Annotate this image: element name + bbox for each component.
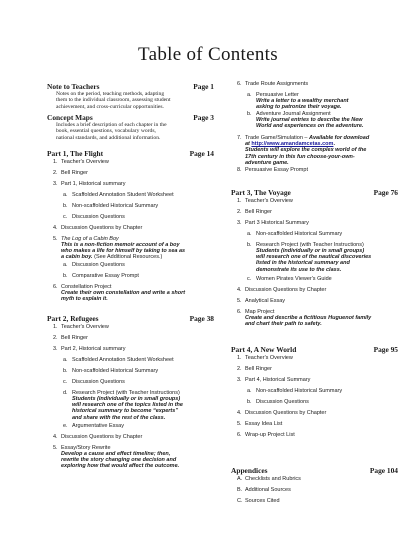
list-item-text: This is a non-fiction memoir account of a boy <box>61 242 180 248</box>
list-item-text: them to the individual classroom, assessing student <box>56 97 171 104</box>
list-item <box>47 368 214 379</box>
list-item-note <box>47 451 214 470</box>
list-item-text: Essay/Story Rewrite <box>61 445 111 451</box>
list-item-text: 6. <box>53 284 58 290</box>
list-item-text: Bell Ringer <box>61 335 88 341</box>
list-item-text: Women Pirates Viewer's Guide <box>256 276 332 282</box>
list-item-text: Bell Ringer <box>61 170 88 176</box>
list-item <box>47 170 214 181</box>
list-item-text: 7. <box>237 135 242 141</box>
section-heading <box>231 466 398 475</box>
list-item <box>47 159 214 170</box>
list-item-text: Part 3, The Voyage <box>231 188 291 197</box>
list-item-text: Adventure Journal Assignment <box>256 111 331 117</box>
page-number: Page 1 <box>193 82 214 91</box>
list-item-text: Develop a cause and effect timeline; then, <box>61 451 171 457</box>
list-item <box>231 298 398 309</box>
list-item <box>47 214 214 225</box>
list-item-text: Discussion Questions <box>72 379 125 385</box>
list-item <box>47 379 214 390</box>
list-item-note <box>231 117 398 135</box>
list-item-text: Write a letter to a wealthy merchant <box>256 98 349 104</box>
list-item-text: Wrap-up Project List <box>245 432 295 438</box>
list-item-text: B. <box>237 487 243 493</box>
list-item-text: Students (individually or in small groups) <box>256 248 365 254</box>
list-item-text: b. <box>247 111 252 117</box>
list-item <box>231 487 398 498</box>
list-item-text: 3. <box>53 346 58 352</box>
list-item-text: 1. <box>53 159 58 165</box>
list-item-text: Part 3 Historical Summary <box>245 220 309 226</box>
list-item-text: 4. <box>53 434 58 440</box>
list-item-text: b. <box>63 203 68 209</box>
list-item-text: Checklists and Rubrics <box>245 476 301 482</box>
list-item-text: Bell Ringer <box>245 366 272 372</box>
section-part-3 <box>231 188 398 327</box>
list-item-text: 5. <box>53 236 58 242</box>
list-item-text: Notes on the period, teaching methods, adapting <box>56 91 165 97</box>
list-item-text: Part 1, The Flight <box>47 149 104 158</box>
list-item <box>47 324 214 335</box>
list-item-text: . <box>333 141 335 148</box>
list-item-text: Argumentative Essay <box>72 423 124 429</box>
list-item <box>231 377 398 388</box>
list-item-text: Teacher's Overview <box>245 198 293 204</box>
list-item-text: a cabin boy. <box>61 254 93 261</box>
list-item-text: 3. <box>237 377 242 383</box>
list-item-text: a. <box>63 192 68 198</box>
list-item-text: rewrite the story changing one decision and <box>61 457 177 464</box>
list-item-text: a. <box>247 92 252 98</box>
list-item-text: 3. <box>237 220 242 226</box>
list-item <box>231 366 398 377</box>
list-item-text: Essay Idea List <box>245 421 283 427</box>
list-item <box>231 287 398 298</box>
list-item-note <box>47 242 214 262</box>
list-item-text: Includes a brief description of each chapter in the <box>56 122 167 128</box>
list-item <box>231 135 398 167</box>
list-item-text: 4. <box>237 287 242 293</box>
list-item-text: Discussion Questions by Chapter <box>245 287 327 293</box>
list-item <box>47 434 214 445</box>
list-item-text: Discussion Questions <box>72 262 125 268</box>
list-item-note <box>231 315 398 327</box>
list-item-text: and share with the rest of the class. <box>72 414 166 421</box>
list-item <box>47 357 214 368</box>
list-item-text: 3. <box>53 181 58 187</box>
list-item-text: Discussion Questions <box>256 399 309 405</box>
list-item-text: Persuasive Letter <box>256 92 299 98</box>
list-item-text: b. <box>247 242 252 248</box>
section-part-2 <box>47 314 214 470</box>
section-heading <box>231 188 398 197</box>
list-item-text: adventure game. <box>245 159 289 166</box>
list-item <box>231 421 398 432</box>
section-description <box>47 91 214 110</box>
section-part-4 <box>231 345 398 438</box>
list-item-text: national standards, and additional information. <box>56 134 161 141</box>
download-link[interactable]: http://www.amandamcetas.com <box>251 141 334 148</box>
list-item-text: Non-scaffolded Historical Summary <box>72 203 159 209</box>
list-item-text: Part 2, Refugees <box>47 314 99 323</box>
list-item-note <box>231 98 398 111</box>
page-number: Page 104 <box>369 466 398 475</box>
list-item-text: Research Project (with Teacher Instructions) <box>72 390 180 396</box>
list-item-text: a. <box>247 388 252 394</box>
list-item-text: Trade Route Assignments <box>245 81 309 87</box>
list-item <box>231 276 398 287</box>
list-item-text: 5. <box>53 445 58 451</box>
list-item <box>231 209 398 220</box>
list-item <box>231 220 398 231</box>
section-part-1 <box>47 149 214 302</box>
list-item-note <box>231 248 398 276</box>
list-item-text: Additional Sources <box>245 487 291 493</box>
list-item-text: Create and describe a fictitious Huguenot family <box>245 315 372 321</box>
list-item-text: b. <box>63 368 68 374</box>
list-item-text: who makes a life for himself by taking to sea as <box>61 248 186 255</box>
list-item <box>231 231 398 242</box>
list-item-text: Part 4, Historical Summary <box>245 377 311 383</box>
list-item-text: 1. <box>237 355 242 361</box>
list-item-text: historical summary to become “experts” <box>72 408 179 415</box>
list-item-text: Write journal entries to describe the New <box>256 117 363 123</box>
list-item-text: Scaffolded Annotation Student Worksheet <box>72 357 174 363</box>
list-item-text: Create their own constellation and write a short <box>61 290 186 296</box>
list-item-text: c. <box>247 276 252 282</box>
list-item-text: Bell Ringer <box>245 209 272 215</box>
list-item-text: myth to explain it. <box>61 296 108 303</box>
list-item-text: demonstrate its use to the class. <box>256 266 342 273</box>
list-item-text: Discussion Questions <box>72 214 125 220</box>
list-item <box>47 346 214 357</box>
list-item-text: Comparative Essay Prompt <box>72 273 139 279</box>
list-item-text: Discussion Questions by Chapter <box>245 410 327 416</box>
page-number: Page 95 <box>373 345 398 354</box>
list-item-text: The Log of a Cabin Boy <box>61 236 119 242</box>
list-item-text: Concept Maps <box>47 113 93 122</box>
list-item-text: at <box>245 141 252 148</box>
list-item <box>231 81 398 92</box>
list-item <box>231 476 398 487</box>
list-item-text: Trade Game/Simulation – <box>245 135 309 141</box>
list-item-text: 4. <box>53 225 58 231</box>
list-item-text: 5. <box>237 298 242 304</box>
list-item-text: c. <box>63 379 68 385</box>
page-number: Page 76 <box>373 188 398 197</box>
list-item-text: Note to Teachers <box>47 82 100 91</box>
list-item <box>231 432 398 438</box>
list-item-text: b. <box>63 273 68 279</box>
section-concept-maps <box>47 113 214 141</box>
list-item-text: 2. <box>53 335 58 341</box>
list-item-text: exploring how that would affect the outcome. <box>61 463 180 470</box>
list-item-text: World and experiences on the adventure. <box>256 123 364 130</box>
section-heading <box>47 314 214 323</box>
list-item-text: 6. <box>237 309 242 315</box>
section-appendices <box>231 466 398 504</box>
list-item <box>47 262 214 273</box>
list-item-text: Non-scaffolded Historical Summary <box>72 368 159 374</box>
list-item-text: A. <box>237 476 243 482</box>
list-item-text: 2. <box>237 209 242 215</box>
list-item-text: Teacher's Overview <box>61 324 109 330</box>
list-item-text: Map Project <box>245 309 275 315</box>
page-number: Page 38 <box>189 314 214 323</box>
list-item-text: 8. <box>237 167 242 173</box>
list-item-text: Teacher's Overview <box>61 159 109 165</box>
list-item-text: Part 1, Historical summary <box>61 181 126 187</box>
list-item-text: b. <box>247 399 252 405</box>
list-item <box>231 498 398 504</box>
section-note-to-teachers <box>47 82 214 110</box>
list-item <box>47 192 214 203</box>
list-item-text: 17th century in this fun choose-your-own- <box>245 153 355 160</box>
list-item-text: Non-scaffolded Historical Summary <box>256 388 343 394</box>
list-item-text: 2. <box>53 170 58 176</box>
section-heading <box>47 113 214 122</box>
section-description <box>47 122 214 141</box>
list-item-text: Part 4, A New World <box>231 345 297 354</box>
section-part-2-continued <box>231 81 398 173</box>
list-item <box>47 273 214 284</box>
list-item-text: c. <box>63 214 68 220</box>
list-item <box>47 423 214 434</box>
list-item-text: will research one of the topics listed in the <box>72 402 183 409</box>
list-item-text: 1. <box>237 198 242 204</box>
list-item-text: a. <box>63 262 68 268</box>
list-item-text: Research Project (with Teacher Instructions) <box>256 242 364 248</box>
list-item-text: Persuasive Essay Prompt <box>245 167 308 173</box>
list-item-text: C. <box>237 498 243 504</box>
page-number: Page 14 <box>189 149 214 158</box>
page-number: Page 3 <box>193 113 214 122</box>
list-item-text: a. <box>247 231 252 237</box>
list-item-text: e. <box>63 423 68 429</box>
list-item-text: asking to patronize their voyage. <box>256 104 342 111</box>
section-heading <box>47 82 214 91</box>
list-item-text: 1. <box>53 324 58 330</box>
list-item <box>231 355 398 366</box>
list-item <box>47 335 214 346</box>
list-item-text: 6. <box>237 81 242 87</box>
list-item <box>47 225 214 236</box>
list-item-text: d. <box>63 390 68 396</box>
list-item-text: listed in the historical summary and <box>256 260 350 267</box>
list-item-note <box>47 290 214 302</box>
list-item-text: (See Additional Resources.) <box>92 254 163 261</box>
list-item-text: will research one of the nautical discoveries <box>256 254 372 261</box>
list-item <box>47 203 214 214</box>
page-title: Table of Contents <box>138 44 278 65</box>
list-item <box>231 410 398 421</box>
list-item-text: Scaffolded Annotation Student Worksheet <box>72 192 174 198</box>
list-item <box>231 198 398 209</box>
list-item <box>231 399 398 410</box>
list-item-text: 6. <box>237 432 242 438</box>
list-item-text: Sources Cited <box>245 498 280 504</box>
list-item-text: 4. <box>237 410 242 416</box>
list-item-text: Students (individually or in small groups) <box>72 396 181 402</box>
list-item-text: Students will explore the complex world of the <box>245 147 367 154</box>
list-item-text: a. <box>63 357 68 363</box>
list-item-text: Teacher's Overview <box>245 355 293 361</box>
list-item-text: book, essential questions, vocabulary words, <box>56 128 156 135</box>
section-heading <box>231 345 398 354</box>
list-item <box>47 181 214 192</box>
list-item-note <box>47 396 214 423</box>
list-item-text: Analytical Essay <box>245 298 286 304</box>
list-item-text: Discussion Questions by Chapter <box>61 225 143 231</box>
list-item-text: 2. <box>237 366 242 372</box>
list-item-text: 5. <box>237 421 242 427</box>
list-item-text: Part 2, Historical summary <box>61 346 126 352</box>
list-item-text: Appendices <box>231 466 268 475</box>
list-item-text: Constellation Project <box>61 284 112 290</box>
list-item-text: and chart their path to safety. <box>245 321 322 328</box>
list-item <box>231 167 398 173</box>
list-item-text: Discussion Questions by Chapter <box>61 434 143 440</box>
list-item <box>231 388 398 399</box>
list-item-text: achievement, and cross-curricular opportunities. <box>56 103 164 110</box>
section-heading <box>47 149 214 158</box>
list-item-text: Non-scaffolded Historical Summary <box>256 231 343 237</box>
list-item-text: Available for download <box>309 135 370 141</box>
